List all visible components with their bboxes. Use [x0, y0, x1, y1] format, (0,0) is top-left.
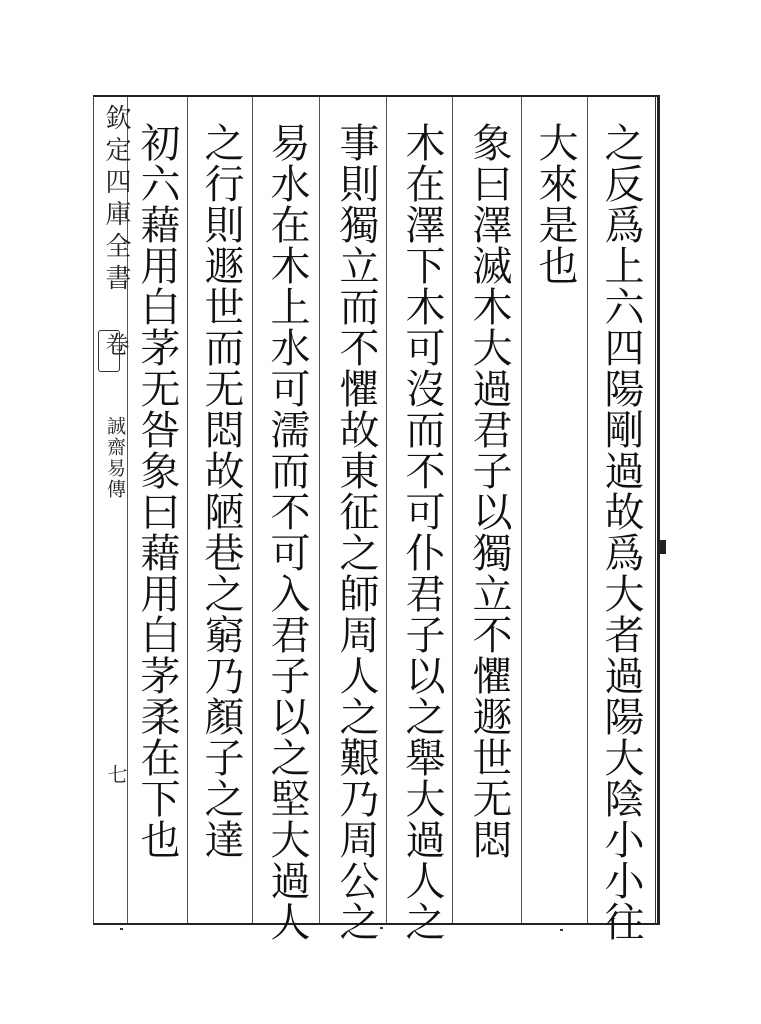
- column-rule: [319, 97, 320, 923]
- text-column-4: 木在澤下木可沒而不可仆君子以之舉大過人之: [399, 122, 445, 942]
- column-rule: [452, 97, 453, 923]
- margin-volume: 卷: [101, 332, 129, 356]
- column-rule: [252, 97, 253, 923]
- margin-title: 欽定四庫全書: [101, 104, 131, 296]
- column-rule: [521, 97, 522, 923]
- text-column-8: 初六藉用白茅无咎象曰藉用白茅柔在下也: [134, 122, 180, 860]
- margin-column: [96, 104, 131, 824]
- column-rule: [386, 97, 387, 923]
- column-rule: [587, 97, 588, 923]
- text-column-1: 之反爲上六四陽剛過故爲大者過陽大陰小小往: [598, 122, 644, 942]
- text-column-2: 大來是也: [532, 122, 578, 286]
- frame-inner-border: [655, 97, 656, 923]
- scan-speck: [120, 928, 123, 930]
- scan-speck: [560, 929, 563, 931]
- text-column-3: 象曰澤滅木大過君子以獨立不懼遯世无悶: [466, 122, 512, 860]
- scan-speck: [380, 927, 383, 929]
- fold-bracket-mark: [98, 330, 120, 372]
- margin-book-title: 誠齋易傳: [104, 416, 126, 500]
- text-column-7: 之行則遯世而无悶故陋巷之窮乃顏子之達: [198, 122, 244, 860]
- column-rule: [187, 97, 188, 923]
- text-column-6: 易水在木上水可濡而不可入君子以之堅大過人: [264, 122, 310, 942]
- binding-mark: [660, 540, 666, 554]
- margin-page-number: 七: [104, 764, 128, 784]
- text-column-5: 事則獨立而不懼故東征之師周人之艱乃周公之: [333, 122, 379, 942]
